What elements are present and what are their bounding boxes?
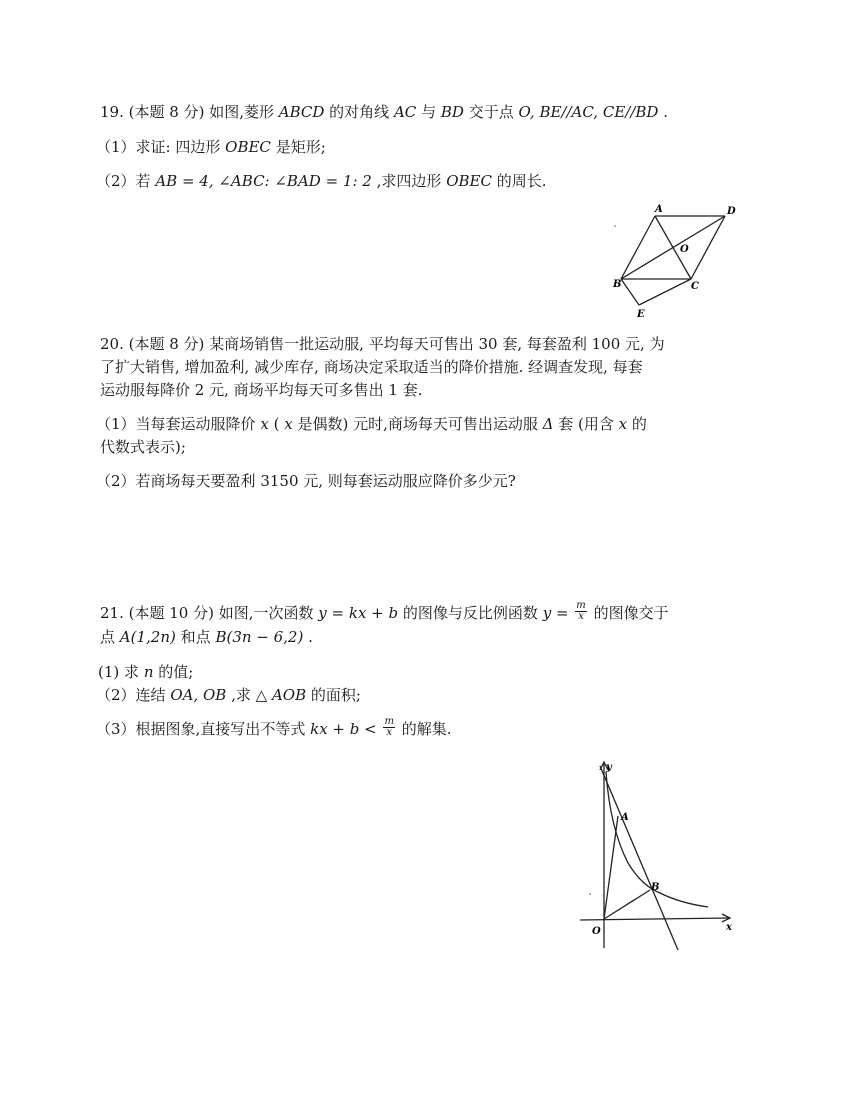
label-C: C xyxy=(691,281,699,292)
label-y: y xyxy=(606,762,612,773)
label-E: E xyxy=(637,309,645,320)
diagonal-BD xyxy=(621,216,725,279)
label-B: B xyxy=(613,279,622,290)
segment-CE xyxy=(639,279,691,305)
segment-OB xyxy=(604,890,650,919)
q20-stem-line2: 了扩大销售, 增加盈利, 减少库存, 商场决定采取适当的降价措施. 经调查发现, 每套 xyxy=(100,358,643,376)
label-O: O xyxy=(592,926,601,937)
label-x: x xyxy=(726,922,732,933)
edge-BA xyxy=(621,216,655,279)
q19-part2: （2）若 AB = 4, ∠ABC: ∠BAD = 1: 2 ,求四边形 OBEC 的周长. xyxy=(96,172,547,190)
label-A: A xyxy=(655,204,663,215)
label-B: B xyxy=(651,882,660,893)
label-D: D xyxy=(727,206,736,217)
q21-part2: （2）连结 OA, OB ,求 △ AOB 的面积; xyxy=(96,686,361,704)
q21-part3: （3）根据图象,直接写出不等式 kx + b < $\frac{m}{x}$ 的解集. xyxy=(96,715,452,738)
fraction-m-over-x-2: $\frac{m}{x}$ xyxy=(384,715,394,738)
segment-OA xyxy=(604,816,618,919)
q20-part1-line2: 代数式表示); xyxy=(100,438,186,456)
q20-stem-line3: 运动服每降价 2 元, 商场平均每天可多售出 1 套. xyxy=(100,381,423,399)
q20-stem-line1: 20. (本题 8 分) 某商场销售一批运动服, 平均每天可售出 30 套, 每套盈利 100 元, 为 xyxy=(100,335,665,353)
q21-stem-line1: 21. (本题 10 分) 如图,一次函数 y = kx + b 的图像与反比例函数 y = $\frac{m}{x}$ 的图像交于 xyxy=(100,599,669,622)
q20-part2: （2）若商场每天要盈利 3150 元, 则每套运动服应降价多少元? xyxy=(96,472,516,490)
q20-part1: （1）当每套运动服降价 x ( x 是偶数) 元时,商场每天可售出运动服 Δ 套 (用含 x 的 xyxy=(96,415,647,433)
label-O: O xyxy=(680,244,689,255)
q19-stem: 19. (本题 8 分) 如图,菱形 ABCD 的对角线 AC 与 BD 交于点 O, BE//AC, CE//BD . xyxy=(100,103,668,121)
segment-BE xyxy=(621,279,639,305)
q19-rhombus-figure xyxy=(605,200,745,320)
q19-part1: （1）求证: 四边形 OBEC 是矩形; xyxy=(96,138,326,156)
x-axis xyxy=(580,918,730,920)
edge-DC xyxy=(691,216,725,279)
q21-part1: (1) 求 n 的值; xyxy=(98,663,194,681)
fraction-m-over-x: $\frac{m}{x}$ xyxy=(576,599,586,622)
q21-stem-line2: 点 A(1,2n) 和点 B(3n − 6,2) . xyxy=(100,628,313,646)
label-A: A xyxy=(621,812,629,823)
q21-function-graph xyxy=(580,758,740,953)
